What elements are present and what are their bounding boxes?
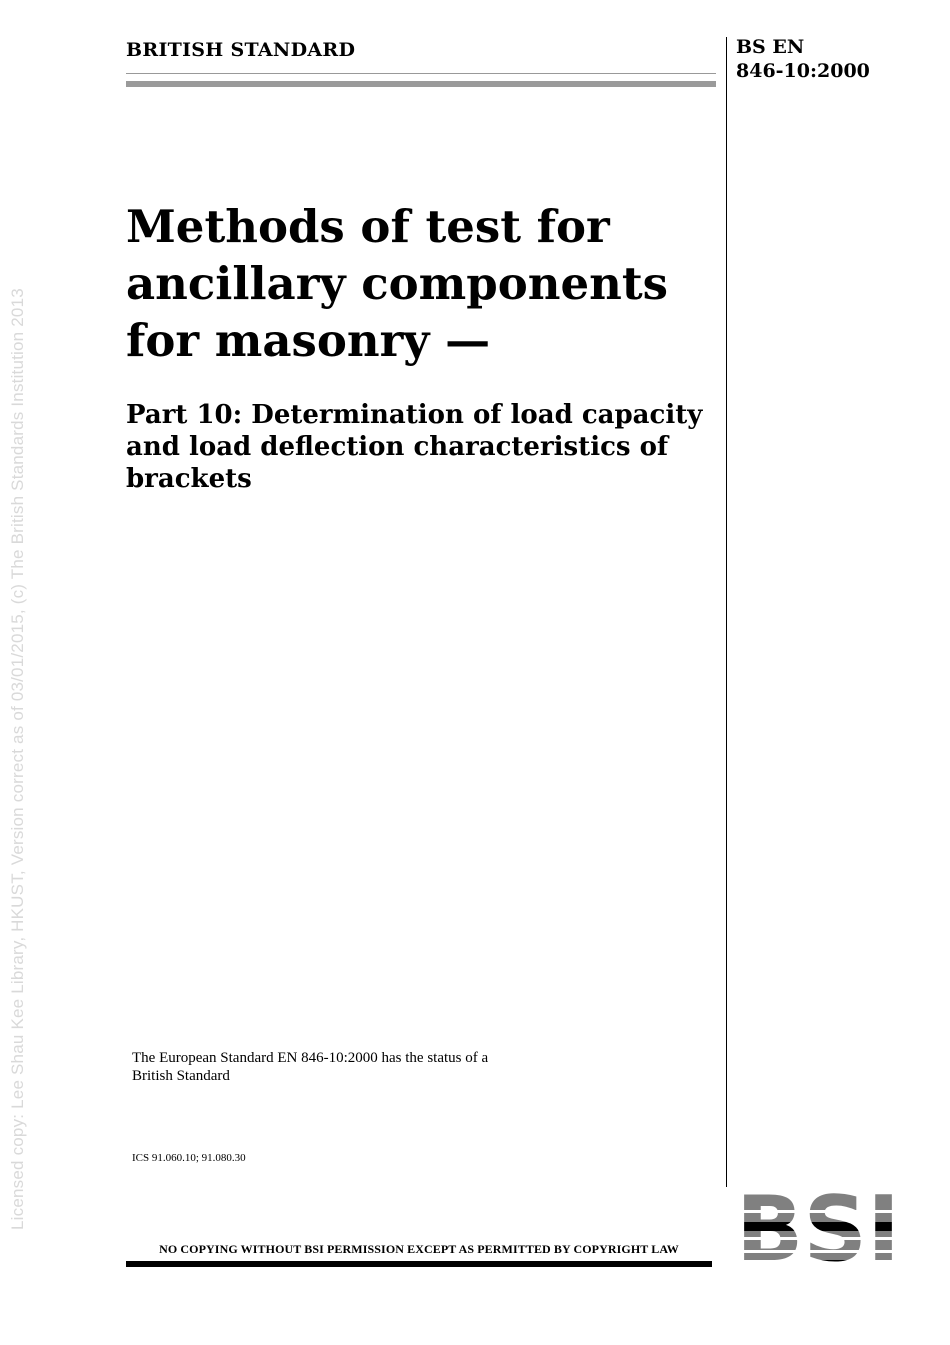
bsi-logo-icon [736,1192,900,1268]
status-line: The European Standard EN 846-10:2000 has the status of a [132,1050,489,1066]
title-line: Methods of test for [126,200,610,253]
title-line: for masonry — [126,314,491,367]
license-watermark: Licensed copy: Lee Shau Kee Library, HKUST, Version correct as of 03/01/2015, (c) The British Standards Institution 2013 [8,288,27,1230]
document-subtitle [126,399,716,495]
header-thick-rule [126,81,716,87]
document-title [126,198,716,369]
title-line: ancillary components [126,257,668,310]
header-thin-rule [126,73,716,74]
subtitle-line: brackets [126,464,252,494]
document-number-line: 846-10:2000 [736,60,870,82]
publisher-label: BRITISH STANDARD [126,39,356,61]
footer-rule [126,1261,712,1267]
copyright-notice: NO COPYING WITHOUT BSI PERMISSION EXCEPT AS PERMITTED BY COPYRIGHT LAW [159,1242,679,1256]
subtitle-line: and load deflection characteristics of [126,432,669,462]
status-line: British Standard [132,1068,230,1084]
subtitle-line: Part 10: Determination of load capacity [126,400,703,430]
ics-code: ICS 91.060.10; 91.080.30 [132,1152,246,1164]
document-number-line: BS EN [736,36,805,58]
column-divider [726,37,727,1187]
status-statement [132,1049,612,1085]
document-number [736,35,870,83]
